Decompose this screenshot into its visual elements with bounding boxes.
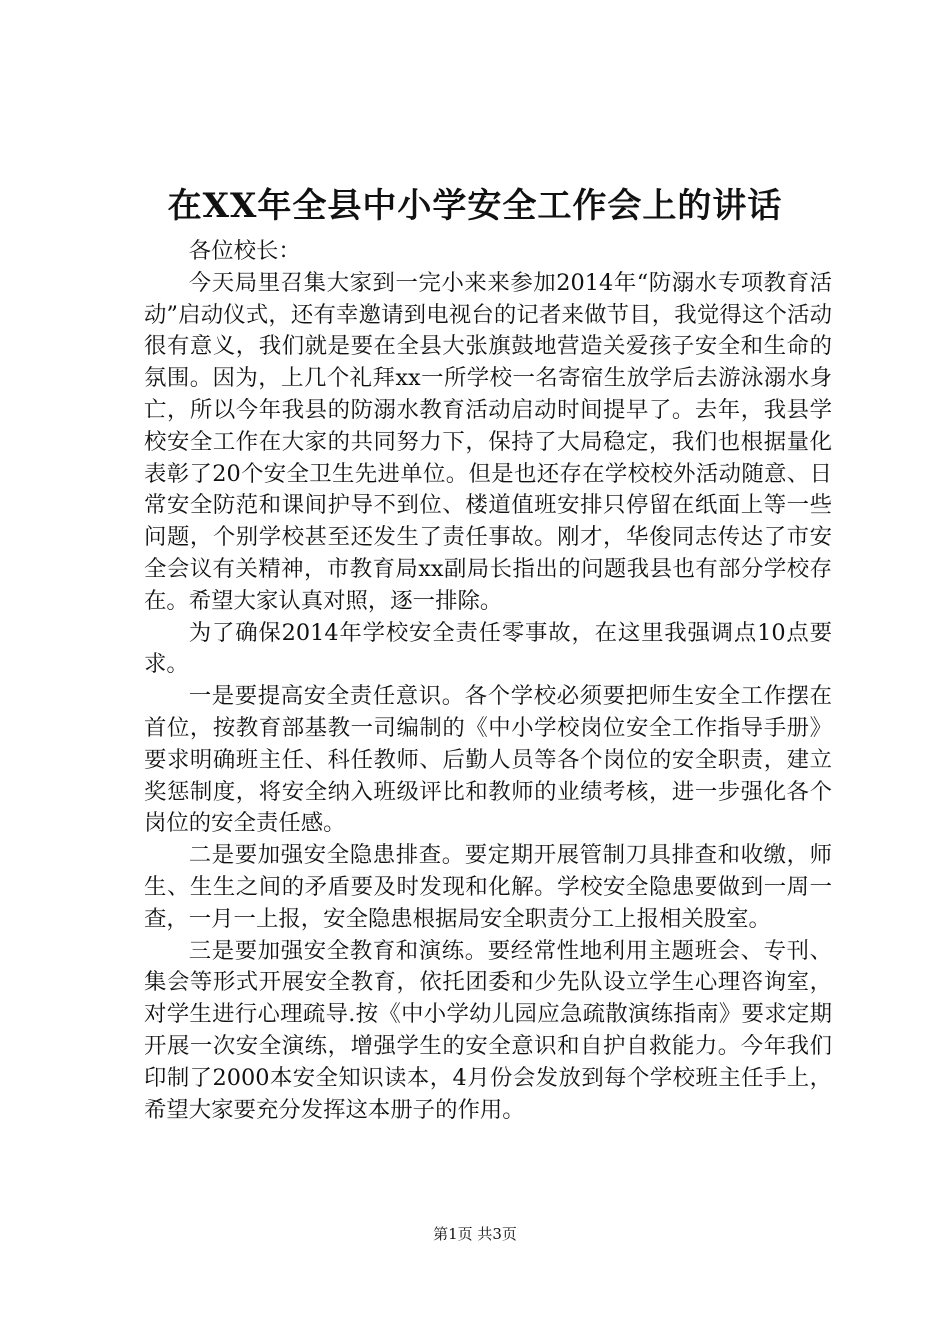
paragraph: 今天局里召集大家到一完小来来参加2014年“防溺水专项教育活动”启动仪式，还有幸邀请到电视台的记者来做节目，我觉得这个活动很有意义，我们就是要在全县大张旗鼓地营造关爱孩子安全和生命的氛围。因为，上几个礼拜xx一所学校一名寄宿生放学后去游泳溺水身亡，所以今年我县的防溺水教育活动启动时间提早了。去年，我县学校安全工作在大家的共同努力下，保持了大局稳定，我们也根据量化表彰了20个安全卫生先进单位。但是也还存在学校校外活动随意、日常安全防范和课间护导不到位、楼道值班安排只停留在纸面上等一些问题，个别学校甚至还发生了责任事故。刚才，华俊同志传达了市安全会议有关精神，市教育局xx副局长指出的问题我县也有部分学校存在。希望大家认真对照，逐一排除。 xyxy=(144,269,832,614)
page-number-footer: 第1页 共3页 xyxy=(433,1225,517,1243)
salutation: 各位校长： xyxy=(188,238,301,264)
paragraph: 三是要加强安全教育和演练。要经常性地利用主题班会、专刊、集会等形式开展安全教育，依托团委和少先队设立学生心理咨询室，对学生进行心理疏导.按《中小学幼儿园应急疏散演练指南》要求定期开展一次安全演练，增强学生的安全意识和自护自救能力。今年我们印制了2000本安全知识读本，4月份会发放到每个学校班主任手上，希望大家要充分发挥这本册子的作用。 xyxy=(144,937,832,1123)
paragraph: 一是要提高安全责任意识。各个学校必须要把师生安全工作摆在首位，按教育部基教一司编制的《中小学校岗位安全工作指导手册》要求明确班主任、科任教师、后勤人员等各个岗位的安全职责，建立奖惩制度，将安全纳入班级评比和教师的业绩考核，进一步强化各个岗位的安全责任感。 xyxy=(144,683,832,837)
paragraph: 二是要加强安全隐患排查。要定期开展管制刀具排查和收缴，师生、生生之间的矛盾要及时发现和化解。学校安全隐患要做到一周一查，一月一上报，安全隐患根据局安全职责分工上报相关股室。 xyxy=(144,842,832,932)
document-title: 在XX年全县中小学安全工作会上的讲话 xyxy=(167,186,783,226)
document-body xyxy=(144,236,832,1126)
paragraph: 为了确保2014年学校安全责任零事故，在这里我强调点10点要求。 xyxy=(144,619,832,678)
